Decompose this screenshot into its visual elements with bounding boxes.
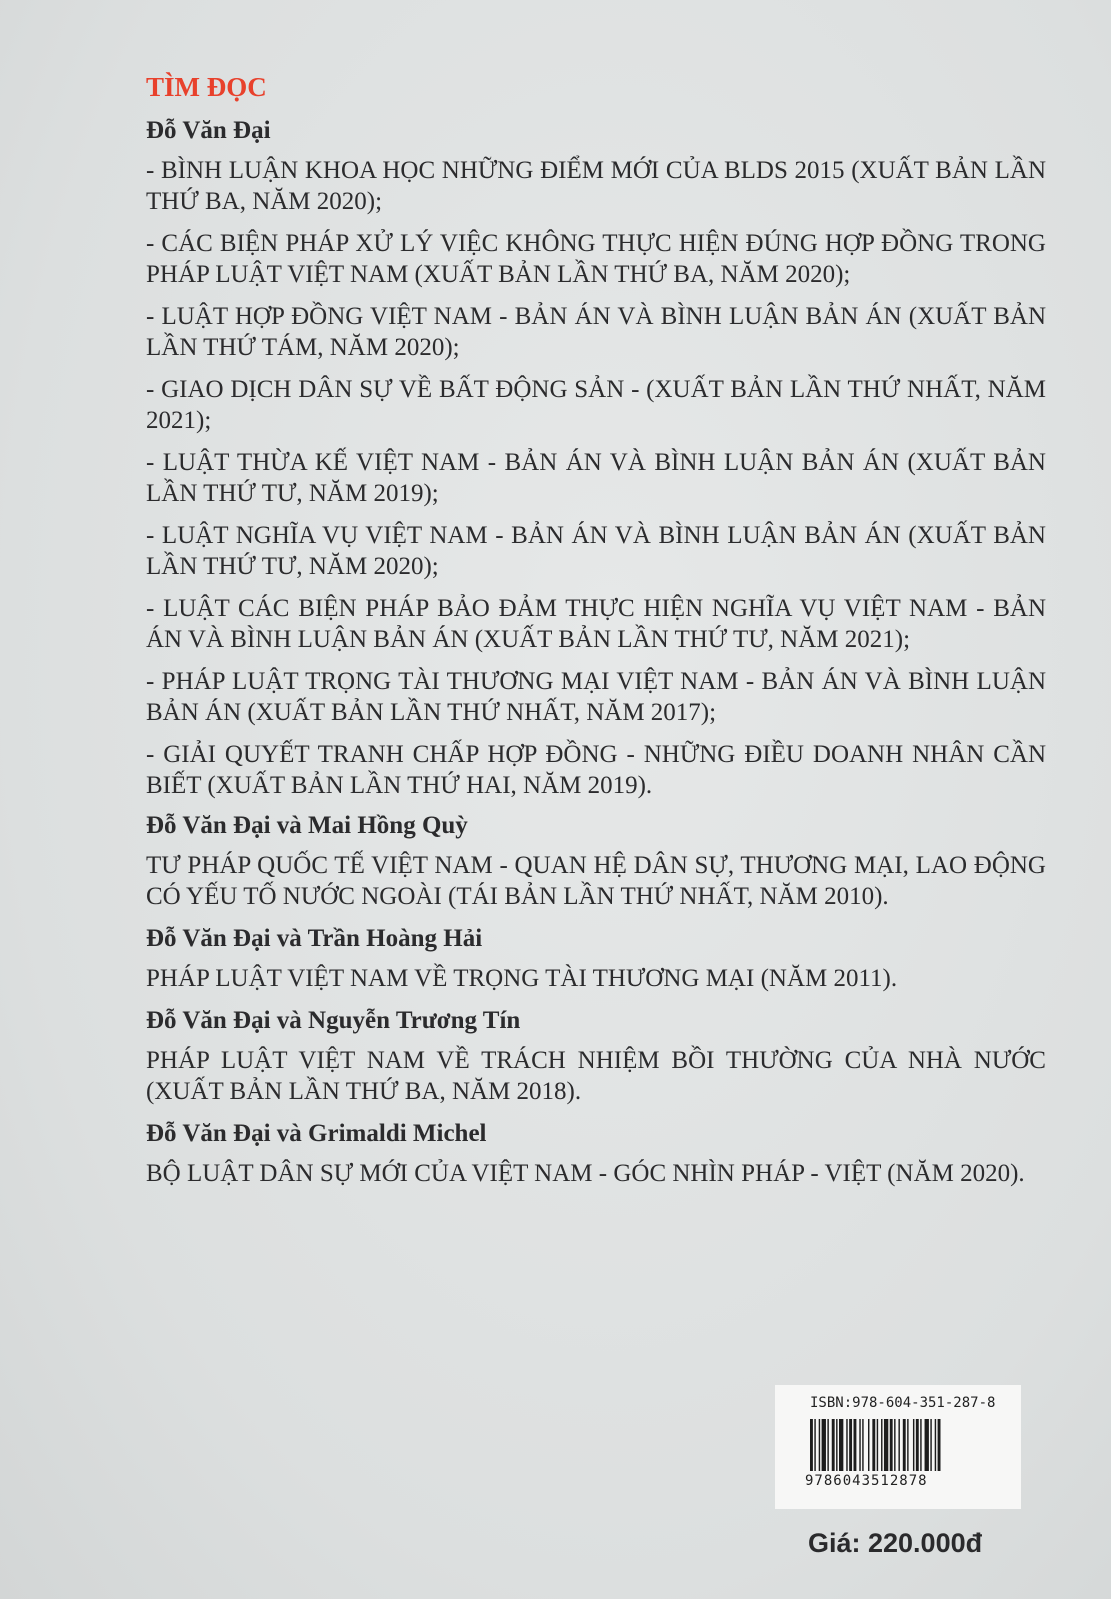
recommended-reading bbox=[146, 72, 1046, 1202]
book-entry: - GIẢI QUYẾT TRANH CHẤP HỢP ĐỒNG - NHỮNG ĐIỀU DOANH NHÂN CẦN BIẾT (XUẤT BẢN LẦN THỨ HAI, NĂM 2019). bbox=[146, 741, 1046, 799]
book-entry: PHÁP LUẬT VIỆT NAM VỀ TRỌNG TÀI THƯƠNG MẠI (NĂM 2011). bbox=[146, 965, 898, 992]
book-entry: - LUẬT HỢP ĐỒNG VIỆT NAM - BẢN ÁN VÀ BÌNH LUẬN BẢN ÁN (XUẤT BẢN LẦN THỨ TÁM, NĂM 2020); bbox=[146, 303, 1046, 361]
section-tran-hoang-hai bbox=[146, 925, 1046, 994]
author-name: Đỗ Văn Đại và Trần Hoàng Hải bbox=[146, 925, 483, 952]
barcode-digits: 9786043512878 bbox=[805, 1473, 928, 1489]
author-name: Đỗ Văn Đại và Grimaldi Michel bbox=[146, 1120, 487, 1147]
section-nguyen-truong-tin bbox=[146, 1007, 1046, 1107]
book-entry: - LUẬT CÁC BIỆN PHÁP BẢO ĐẢM THỰC HIỆN NGHĨA VỤ VIỆT NAM - BẢN ÁN VÀ BÌNH LUẬN BẢN ÁN (XUẤT BẢN LẦN THỨ TƯ, NĂM 2021); bbox=[146, 595, 1046, 653]
book-entry: - CÁC BIỆN PHÁP XỬ LÝ VIỆC KHÔNG THỰC HIỆN ĐÚNG HỢP ĐỒNG TRONG PHÁP LUẬT VIỆT NAM (XUẤT BẢN LẦN THỨ BA, NĂM 2020); bbox=[146, 230, 1046, 288]
book-entry: BỘ LUẬT DÂN SỰ MỚI CỦA VIỆT NAM - GÓC NHÌN PHÁP - VIỆT (NĂM 2020). bbox=[146, 1160, 1025, 1187]
section-grimaldi-michel bbox=[146, 1120, 1046, 1189]
isbn-number: ISBN:978-604-351-287-8 bbox=[810, 1395, 996, 1411]
author-name: Đỗ Văn Đại bbox=[146, 117, 271, 144]
book-entry: - BÌNH LUẬN KHOA HỌC NHỮNG ĐIỂM MỚI CỦA BLDS 2015 (XUẤT BẢN LẦN THỨ BA, NĂM 2020); bbox=[146, 157, 1046, 215]
price-label: Giá: 220.000đ bbox=[808, 1528, 983, 1558]
book-entry: - LUẬT NGHĨA VỤ VIỆT NAM - BẢN ÁN VÀ BÌNH LUẬN BẢN ÁN (XUẤT BẢN LẦN THỨ TƯ, NĂM 2020); bbox=[146, 522, 1046, 580]
isbn-barcode-label bbox=[775, 1385, 1021, 1509]
barcode-icon bbox=[810, 1419, 990, 1471]
book-entry: TƯ PHÁP QUỐC TẾ VIỆT NAM - QUAN HỆ DÂN SỰ, THƯƠNG MẠI, LAO ĐỘNG CÓ YẾU TỐ NƯỚC NGOÀI (TÁI BẢN LẦN THỨ NHẤT, NĂM 2010). bbox=[146, 852, 1046, 910]
book-entry: PHÁP LUẬT VIỆT NAM VỀ TRÁCH NHIỆM BỒI THƯỜNG CỦA NHÀ NƯỚC (XUẤT BẢN LẦN THỨ BA, NĂM 2018). bbox=[146, 1047, 1046, 1105]
author-name: Đỗ Văn Đại và Mai Hồng Quỳ bbox=[146, 812, 468, 839]
book-entry: - GIAO DỊCH DÂN SỰ VỀ BẤT ĐỘNG SẢN - (XUẤT BẢN LẦN THỨ NHẤT, NĂM 2021); bbox=[146, 376, 1046, 434]
section-do-van-dai bbox=[146, 117, 1046, 801]
book-entry: - PHÁP LUẬT TRỌNG TÀI THƯƠNG MẠI VIỆT NAM - BẢN ÁN VÀ BÌNH LUẬN BẢN ÁN (XUẤT BẢN LẦN THỨ NHẤT, NĂM 2017); bbox=[146, 668, 1046, 726]
book-entry: - LUẬT THỪA KẾ VIỆT NAM - BẢN ÁN VÀ BÌNH LUẬN BẢN ÁN (XUẤT BẢN LẦN THỨ TƯ, NĂM 2019); bbox=[146, 449, 1046, 507]
section-mai-hong-quy bbox=[146, 812, 1046, 912]
section-heading: TÌM ĐỌC bbox=[146, 72, 267, 102]
author-name: Đỗ Văn Đại và Nguyễn Trương Tín bbox=[146, 1007, 521, 1034]
